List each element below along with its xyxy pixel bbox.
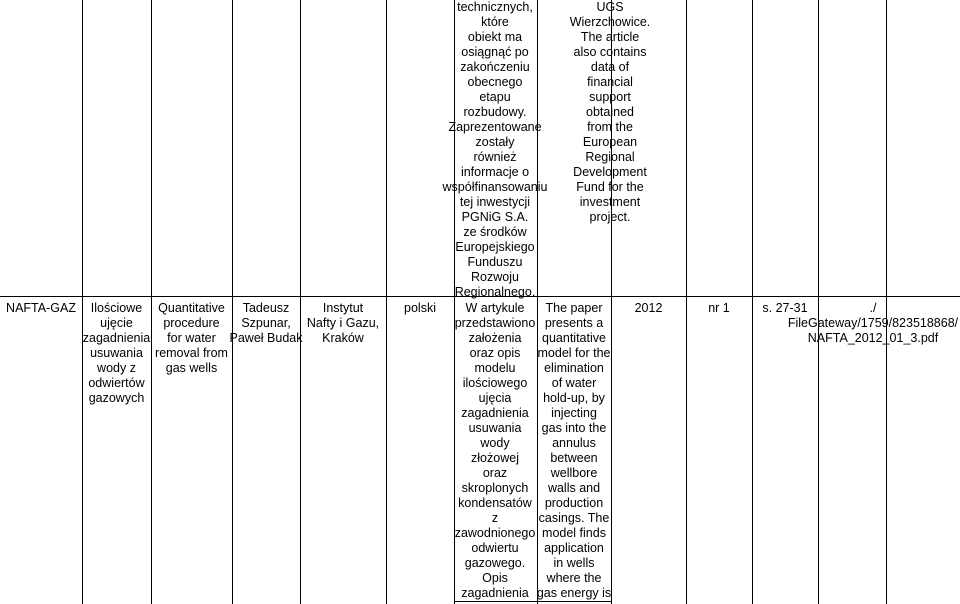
cell-title-en[interactable]: Quantitative procedure for water removal from gas wells [155,301,228,375]
cell-title-pl[interactable]: Ilościowe ujęcie zagadnienia usuwania wody z odwiertów gazowych [82,301,151,405]
cell-abstract-en[interactable]: The paper presents a quantitative model for the elimination of water hold-up, by injecting gas into the annulus between wellbore walls and production casings. The model finds application in wells where the gas energy is [536,301,612,600]
cell-year[interactable]: 2012 [634,301,663,315]
cell-pages[interactable]: s. 27-31 [762,301,808,315]
cell-abstract-pl-previous[interactable]: technicznych, które obiekt ma osiągnąć po zakończeniu obecnego etapu rozbudowy. Zaprezentowane zostały również informacje o współfinansowaniu tej inwestycji PGNiG S.A. ze środków Europejskiego Funduszu Rozwoju Regionalnego. [442,0,548,299]
cell-abstract-pl[interactable]: W artykule przedstawiono założenia oraz opis modelu ilościowego ujęcia zagadnienia usuwania wody złożowej oraz skroplonych kondensatów z zawodnionego odwiertu gazowego. Opis zagadnienia [454,301,536,600]
row-divider [454,601,612,602]
cell-authors[interactable]: Tadeusz Szpunar, Paweł Budak [229,301,303,345]
cell-abstract-en-previous[interactable]: UGS Wierzchowice. The article also contains data of financial support obtained from the European Regional Development Fund for the investment project. [569,0,651,224]
cell-language[interactable]: polski [404,301,436,315]
cell-issue[interactable]: nr 1 [708,301,730,315]
cell-journal[interactable]: NAFTA-GAZ [6,301,76,315]
cell-institution[interactable]: Instytut Nafty i Gazu, Kraków [306,301,380,345]
cell-file-link[interactable]: ./ FileGateway/1759/823518868/ NAFTA_2012_01_3.pdf [787,301,959,345]
